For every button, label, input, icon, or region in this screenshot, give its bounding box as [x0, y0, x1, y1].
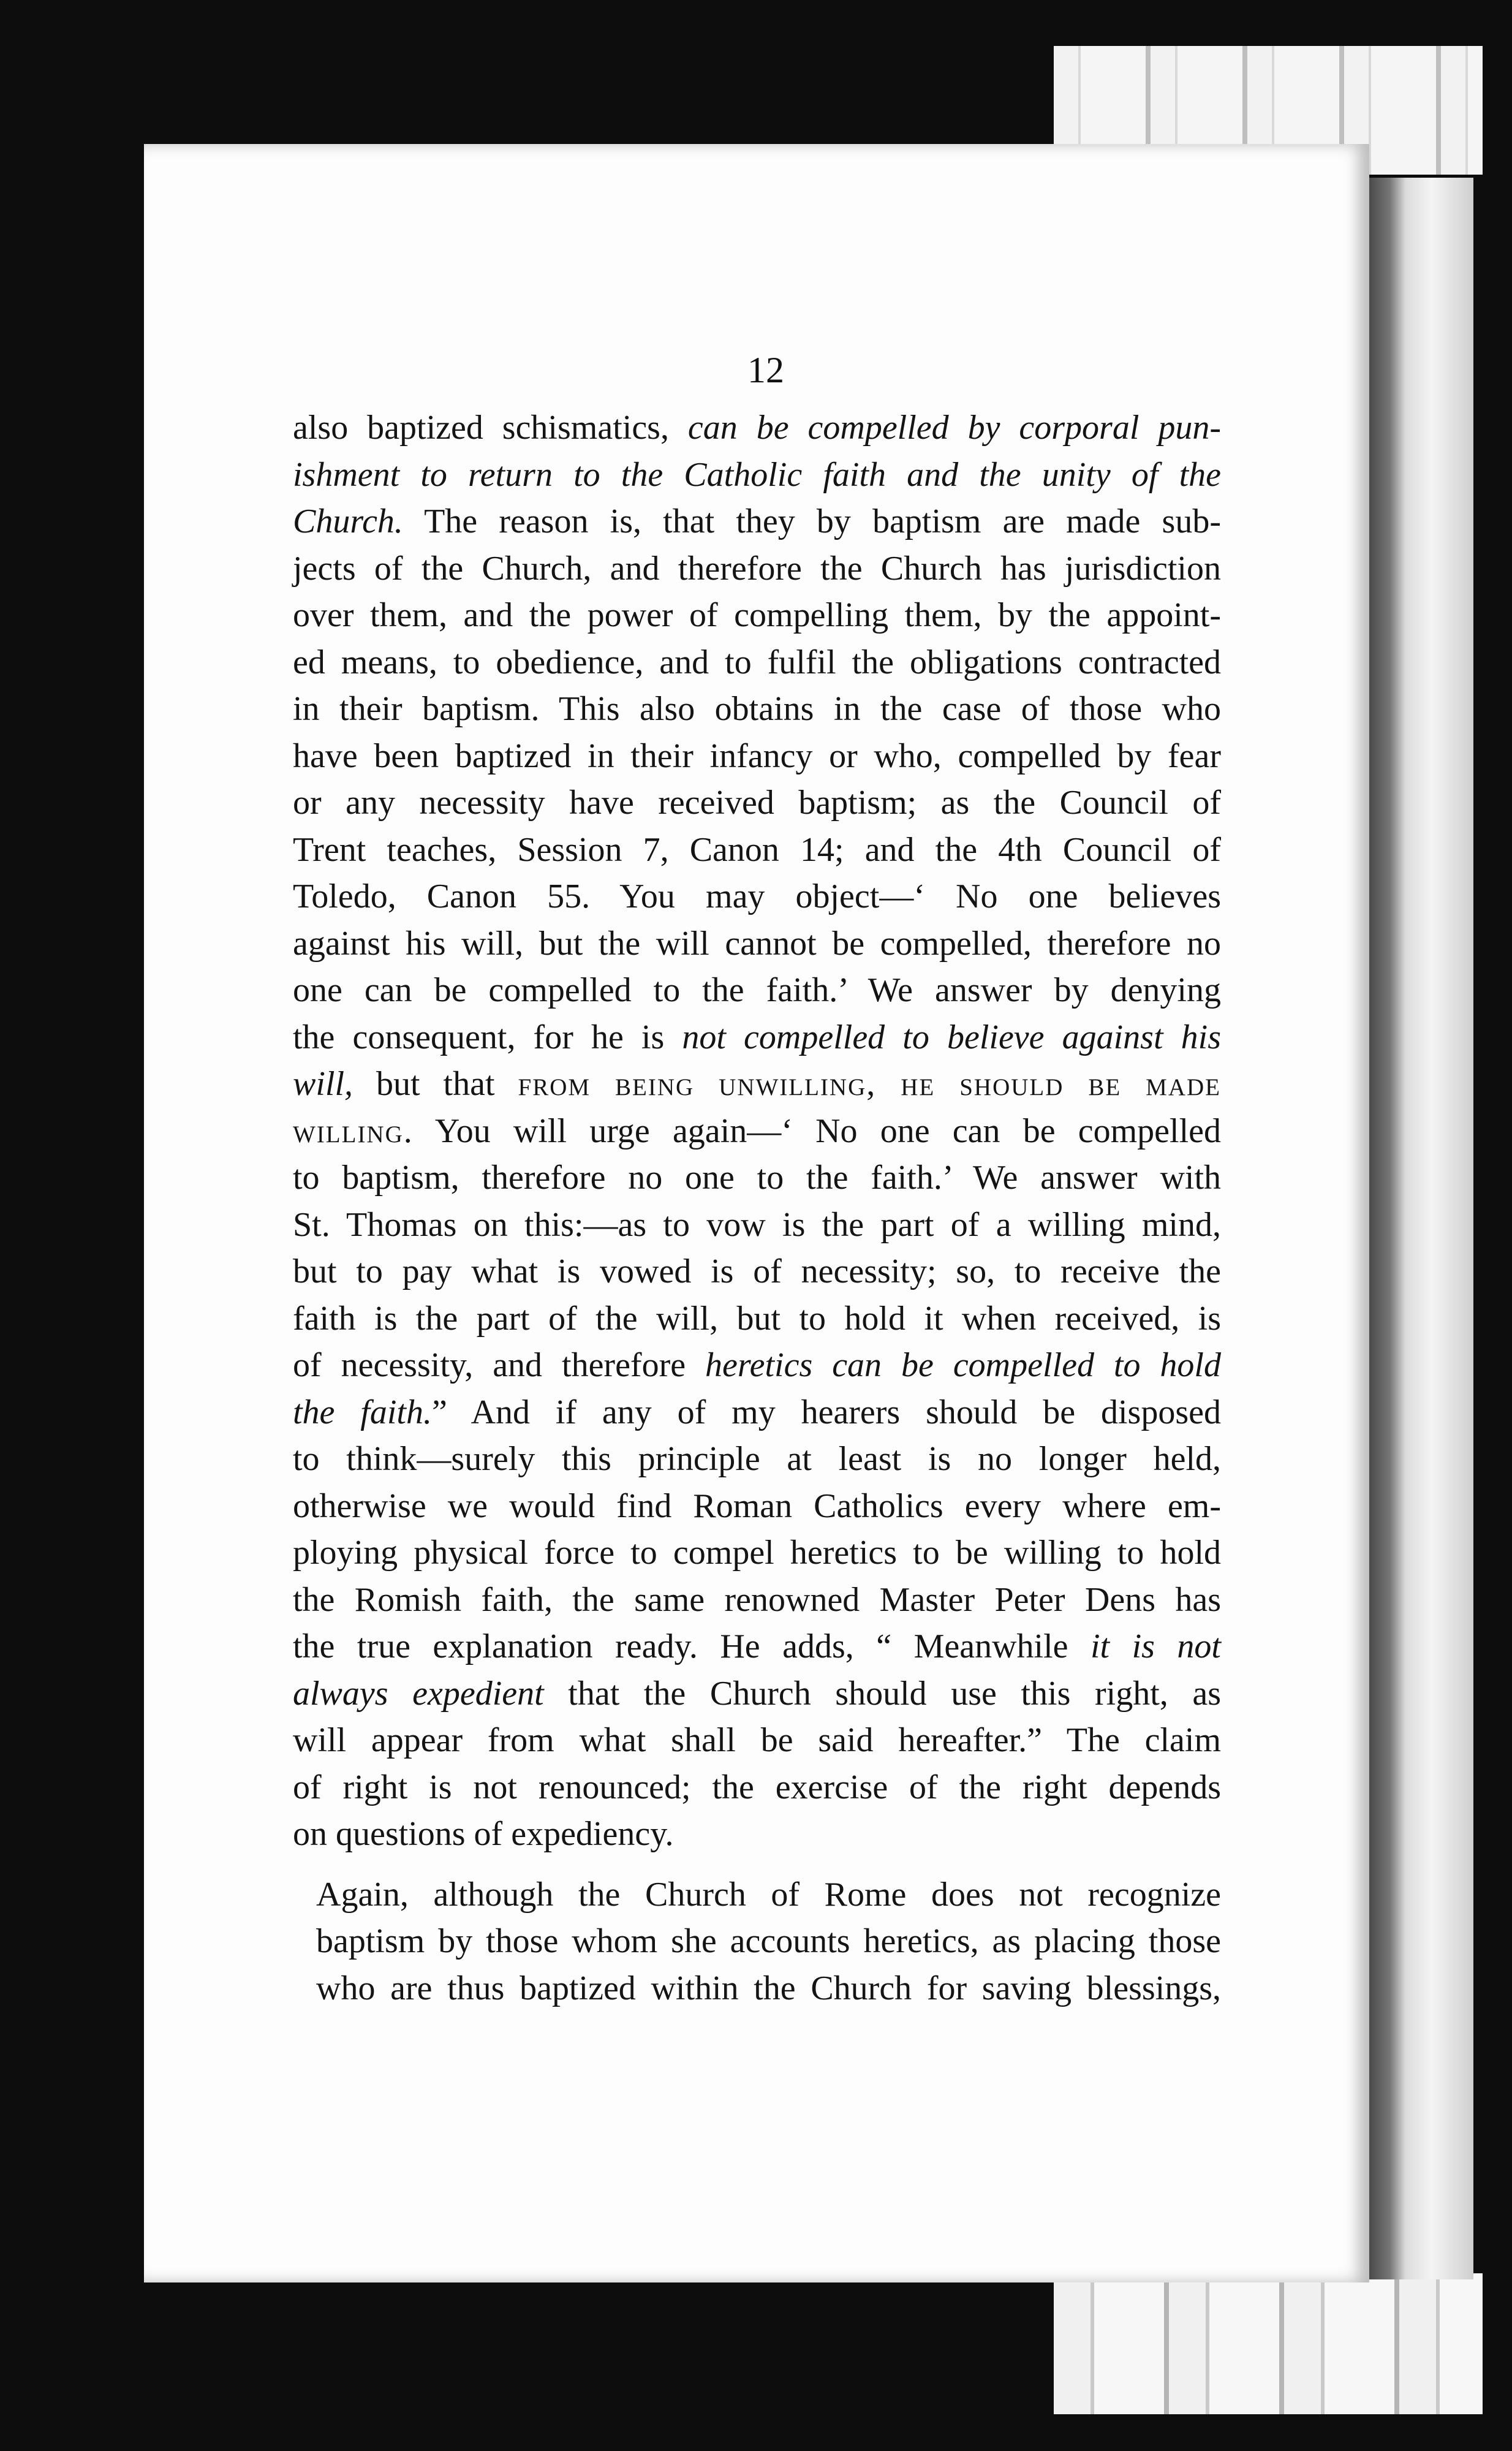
- text-line: [293, 1342, 1221, 1389]
- text-run: Trent teaches, Session 7, Canon 14; and the 4th Council of: [293, 830, 1221, 869]
- text-line: [293, 1436, 1221, 1483]
- text-line: [293, 1483, 1221, 1530]
- text-run: to think—surely this principle at least is no longer held,: [293, 1440, 1221, 1478]
- text-line: [293, 1811, 1221, 1858]
- text-line: [293, 1670, 1221, 1718]
- text-line: [293, 1577, 1221, 1624]
- text-run: the Romish faith, the same renowned Master Peter Dens has: [293, 1580, 1221, 1619]
- text-run: baptism by those whom she accounts heretics, as placing those: [316, 1922, 1221, 1960]
- text-run: on questions of expediency.: [293, 1815, 674, 1853]
- text-line: [293, 873, 1221, 920]
- text-line: [293, 639, 1221, 686]
- text-run: that the Church should use this right, as: [543, 1674, 1221, 1713]
- text-run: ploying physical force to compel heretics to be willing to hold: [293, 1534, 1221, 1572]
- text-run: or any necessity have received baptism; as the Council of: [293, 784, 1221, 822]
- text-line: [293, 1623, 1221, 1670]
- text-line: [293, 1108, 1221, 1155]
- text-line: [293, 1061, 1221, 1108]
- text-line: [293, 1764, 1221, 1811]
- text-run: Toledo, Canon 55. You may object—‘ No one believes: [293, 877, 1221, 915]
- text-run: jects of the Church, and therefore the Church has jurisdiction: [293, 549, 1221, 588]
- text-line: [293, 404, 1221, 452]
- text-run: will appear from what shall be said hereafter.” The claim: [293, 1721, 1221, 1759]
- italic-text: will,: [293, 1065, 353, 1103]
- paragraph: [293, 1871, 1221, 2012]
- text-line: [293, 1871, 1221, 1919]
- paragraph: [293, 404, 1221, 1858]
- text-run: also baptized schismatics,: [293, 409, 688, 447]
- text-run: the consequent, for he is: [293, 1018, 682, 1056]
- text-run: ed means, to obedience, and to fulfil the obligations contracted: [293, 643, 1221, 681]
- text-run: against his will, but the will cannot be compelled, therefore no: [293, 924, 1221, 963]
- text-run: ” And if any of my hearers should be disposed: [431, 1393, 1221, 1431]
- text-run: You will urge again—‘ No one can be compelled: [413, 1112, 1221, 1150]
- italic-text: it is not: [1091, 1627, 1221, 1665]
- text-run: to baptism, therefore no one to the faith.’ We answer with: [293, 1159, 1221, 1197]
- text-line: [293, 920, 1221, 968]
- italic-text: heretics can be compelled to hold: [705, 1346, 1221, 1384]
- text-line: [293, 498, 1221, 545]
- italic-text: can be compelled by corporal pun-: [687, 409, 1221, 447]
- text-run: of necessity, and therefore: [293, 1346, 706, 1384]
- text-line: [293, 733, 1221, 780]
- text-line: [293, 1965, 1221, 2012]
- text-run: St. Thomas on this:—as to vow is the part of a willing mind,: [293, 1205, 1221, 1244]
- text-run: The reason is, that they by baptism are made sub-: [403, 502, 1221, 540]
- text-line: [293, 1529, 1221, 1577]
- text-line: [293, 827, 1221, 874]
- text-run: but to pay what is vowed is of necessity; so, to receive the: [293, 1252, 1221, 1290]
- page-text: [293, 404, 1221, 2012]
- text-run: faith is the part of the will, but to hold it when received, is: [293, 1299, 1221, 1338]
- text-run: one can be compelled to the faith.’ We answer by denying: [293, 971, 1221, 1009]
- text-run: who are thus baptized within the Church for saving blessings,: [316, 1969, 1221, 2007]
- text-line: [293, 545, 1221, 593]
- text-line: [293, 1014, 1221, 1061]
- text-run: otherwise we would find Roman Catholics every where em-: [293, 1487, 1221, 1525]
- text-line: [293, 686, 1221, 733]
- text-run: in their baptism. This also obtains in the case of those who: [293, 690, 1221, 728]
- small-caps-text: from being unwilling, he should be made: [518, 1065, 1222, 1103]
- scan-edge-bottom: [1054, 2273, 1483, 2414]
- text-line: [293, 592, 1221, 639]
- text-line: [293, 1154, 1221, 1202]
- text-line: [293, 1295, 1221, 1343]
- italic-text: ishment to return to the Catholic faith and the unity of the: [293, 455, 1221, 494]
- text-line: [293, 1248, 1221, 1295]
- text-run: over them, and the power of compelling them, by the appoint-: [293, 596, 1221, 634]
- italic-text: always expedient: [293, 1674, 544, 1713]
- text-run: but that: [353, 1065, 518, 1103]
- page-number: 12: [747, 350, 784, 390]
- text-run: the true explanation ready. He adds, “ Meanwhile: [293, 1627, 1091, 1665]
- text-run: Again, although the Church of Rome does not recognize: [316, 1875, 1221, 1914]
- text-line: [293, 1389, 1221, 1436]
- text-line: [293, 967, 1221, 1014]
- text-line: [293, 452, 1221, 499]
- text-run: have been baptized in their infancy or who, compelled by fear: [293, 737, 1221, 775]
- italic-text: Church.: [293, 502, 403, 540]
- text-line: [293, 1202, 1221, 1249]
- book-binding: [1369, 178, 1473, 2279]
- small-caps-text: willing.: [293, 1112, 414, 1150]
- text-line: [293, 1717, 1221, 1764]
- text-line: [293, 1918, 1221, 1965]
- italic-text: not compelled to believe against his: [682, 1018, 1221, 1056]
- italic-text: the faith.: [293, 1393, 432, 1431]
- text-run: of right is not renounced; the exercise of the right depends: [293, 1768, 1221, 1806]
- text-line: [293, 779, 1221, 827]
